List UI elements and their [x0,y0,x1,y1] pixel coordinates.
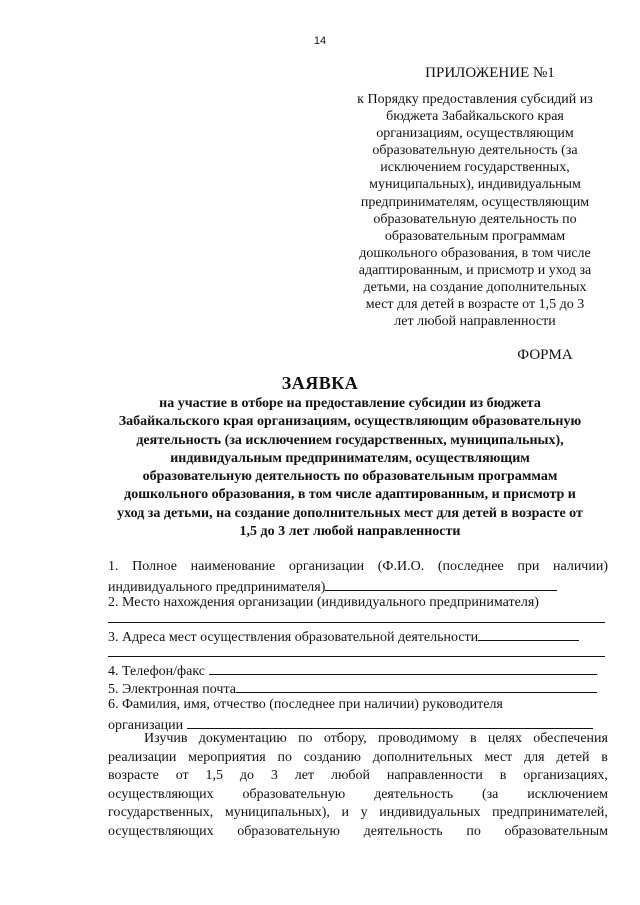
field-6-line2: организации [108,714,608,735]
appendix-line: муниципальных), индивидуальным [369,177,581,193]
paragraph-line: осуществляющих образовательную деятельность (за исключением [108,786,608,802]
appendix-line: к Порядку предоставления субсидий из [357,92,593,107]
field-6-label: 6. Фамилия, имя, отчество (последнее при наличии) руководителя [108,697,503,712]
subtitle-line: Забайкальского края организациям, осуществляющим образовательную [118,414,582,430]
form-label: ФОРМА [517,347,573,363]
appendix-line: организациям, осуществляющим [376,126,574,142]
appendix-line: адаптированным, и присмотр и уход за [358,262,592,278]
field-5-blank[interactable] [236,678,597,693]
appendix-line: предпринимателям, осуществляющим [360,194,590,210]
appendix-line: образовательным программам [384,228,566,244]
paragraph-line: возрасте от 1,5 до 3 лет любой направленности в организациях, [108,768,608,783]
subtitle-line: уход за детьми, на создание дополнительных мест для детей в возрасте от [117,505,583,521]
field-1-line2: индивидуального предпринимателя) [108,576,608,597]
appendix-line: детьми, на создание дополнительных [363,280,587,296]
field-4-label: 4. Телефон/факс [108,660,608,681]
body-paragraph [108,730,608,841]
field-2-blank[interactable] [108,622,605,623]
appendix-title: ПРИЛОЖЕНИЕ №1 [425,65,555,81]
paragraph-line: Изучив документацию по отбору, проводимому в целях обеспечения [144,731,608,746]
page-number: 14 [313,35,327,47]
subtitle-line: на участие в отборе на предоставление субсидии из бюджета [159,396,541,411]
document-title: ЗАЯВКА [281,373,359,393]
field-3-label: 3. Адреса мест осуществления образовательной деятельности [108,626,608,647]
subtitle-line: деятельность (за исключением государственных, муниципальных), [136,432,564,448]
field-1-blank[interactable] [325,576,557,591]
appendix-line: исключением государственных, [380,160,570,176]
appendix-caption [330,91,620,330]
subtitle-line: образовательную деятельность по образовательным программам [142,469,558,485]
subtitle-line: 1,5 до 3 лет любой направленности [239,524,461,540]
document-subtitle [100,395,600,541]
paragraph-line: государственных, муниципальных), и у индивидуальных предпринимателей, [108,805,608,820]
field-3-blank-line[interactable] [108,656,605,657]
field-2-label: 2. Место нахождения организации (индивидуального предпринимателя) [108,595,539,610]
paragraph-line: осуществляющих образовательную деятельность по образовательным [108,823,608,839]
appendix-line: бюджета Забайкальского края [386,109,564,125]
paragraph-line: реализации мероприятия по созданию дополнительных мест для детей в [108,749,608,765]
field-3-blank[interactable] [478,626,579,641]
subtitle-line: дошкольного образования, в том числе адаптированным, и присмотр и [124,487,576,503]
field-1-label: 1. Полное наименование организации (Ф.И.О. (последнее при наличии) [108,559,608,574]
subtitle-line: индивидуальным предпринимателям, осуществляющим [170,450,530,466]
field-6-blank[interactable] [187,714,593,729]
appendix-line: лет любой направленности [394,314,556,330]
appendix-line: дошкольного образования, в том числе [359,245,591,261]
appendix-line: образовательную деятельность (за [372,143,578,159]
field-5-label: 5. Электронная почта [108,678,608,699]
field-4-blank[interactable] [209,660,597,675]
appendix-line: образовательную деятельность по [373,211,577,227]
appendix-line: мест для детей в возрасте от 1,5 до 3 [365,297,585,313]
